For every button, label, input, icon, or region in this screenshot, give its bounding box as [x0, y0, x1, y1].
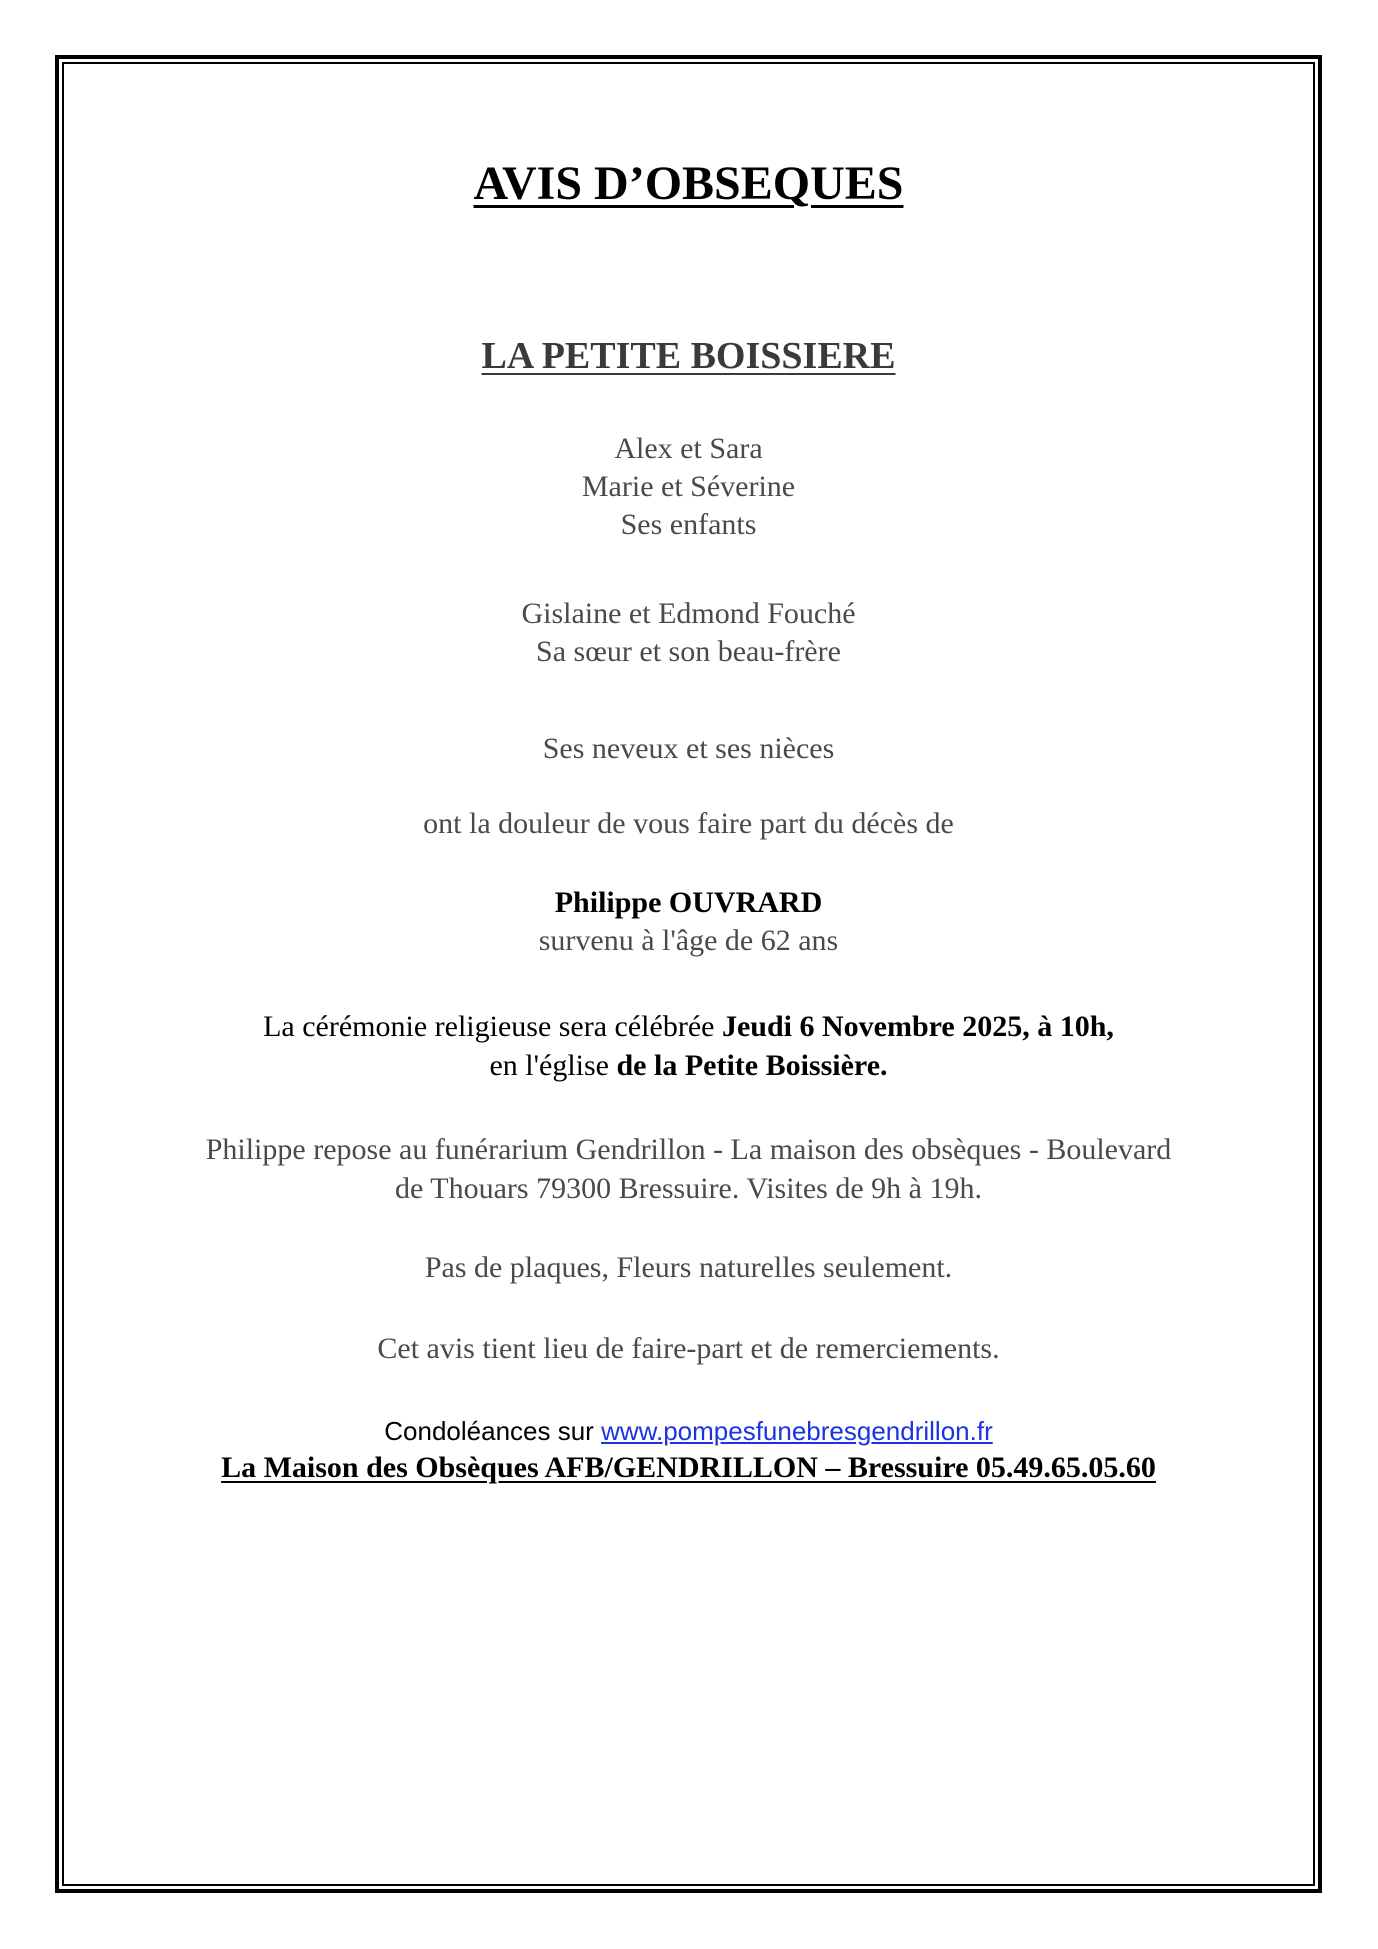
- siblings-label: Sa sœur et son beau-frère: [536, 635, 841, 668]
- flowers-line: Pas de plaques, Fleurs naturelles seulement.: [424, 1251, 953, 1284]
- ceremony-place: de la Petite Boissière.: [616, 1049, 888, 1082]
- children-names-1: Alex et Sara: [614, 432, 763, 465]
- deceased-age: survenu à l'âge de 62 ans: [538, 924, 839, 957]
- condolences-text: Condoléances sur: [384, 1416, 602, 1446]
- ceremony-date: Jeudi 6 Novembre 2025, à 10h,: [721, 1010, 1114, 1043]
- notice-line: Cet avis tient lieu de faire-part et de remerciements.: [377, 1332, 1000, 1365]
- rest-line-1: Philippe repose au funérarium Gendrillon - La maison des obsèques - Boulevard: [205, 1133, 1172, 1166]
- rest-line-2: de Thouars 79300 Bressuire. Visites de 9h à 19h.: [394, 1172, 982, 1205]
- announcement-line: ont la douleur de vous faire part du décès de: [423, 807, 954, 840]
- notice-content: [64, 64, 1313, 1884]
- nephews-line: Ses neveux et ses nièces: [542, 732, 835, 765]
- ceremony-line-2: [64, 1047, 1313, 1085]
- ceremony-line-1: [64, 1008, 1313, 1046]
- notice-title: AVIS D’OBSEQUES: [473, 157, 904, 210]
- deceased-name: Philippe OUVRARD: [554, 886, 823, 919]
- condolences-link[interactable]: www.pompesfunebresgendrillon.fr: [601, 1416, 993, 1446]
- children-names-2: Marie et Séverine: [581, 470, 796, 503]
- ceremony-line-2-text: en l'église: [489, 1049, 617, 1082]
- funeral-home-footer: La Maison des Obsèques AFB/GENDRILLON – Bressuire 05.49.65.05.60: [221, 1451, 1156, 1484]
- ceremony-line-1-text: La cérémonie religieuse sera célébrée: [263, 1010, 722, 1043]
- condolences-line: [64, 1412, 1313, 1450]
- children-label: Ses enfants: [620, 508, 757, 541]
- location-heading: LA PETITE BOISSIERE: [481, 335, 896, 377]
- siblings-names: Gislaine et Edmond Fouché: [521, 597, 856, 630]
